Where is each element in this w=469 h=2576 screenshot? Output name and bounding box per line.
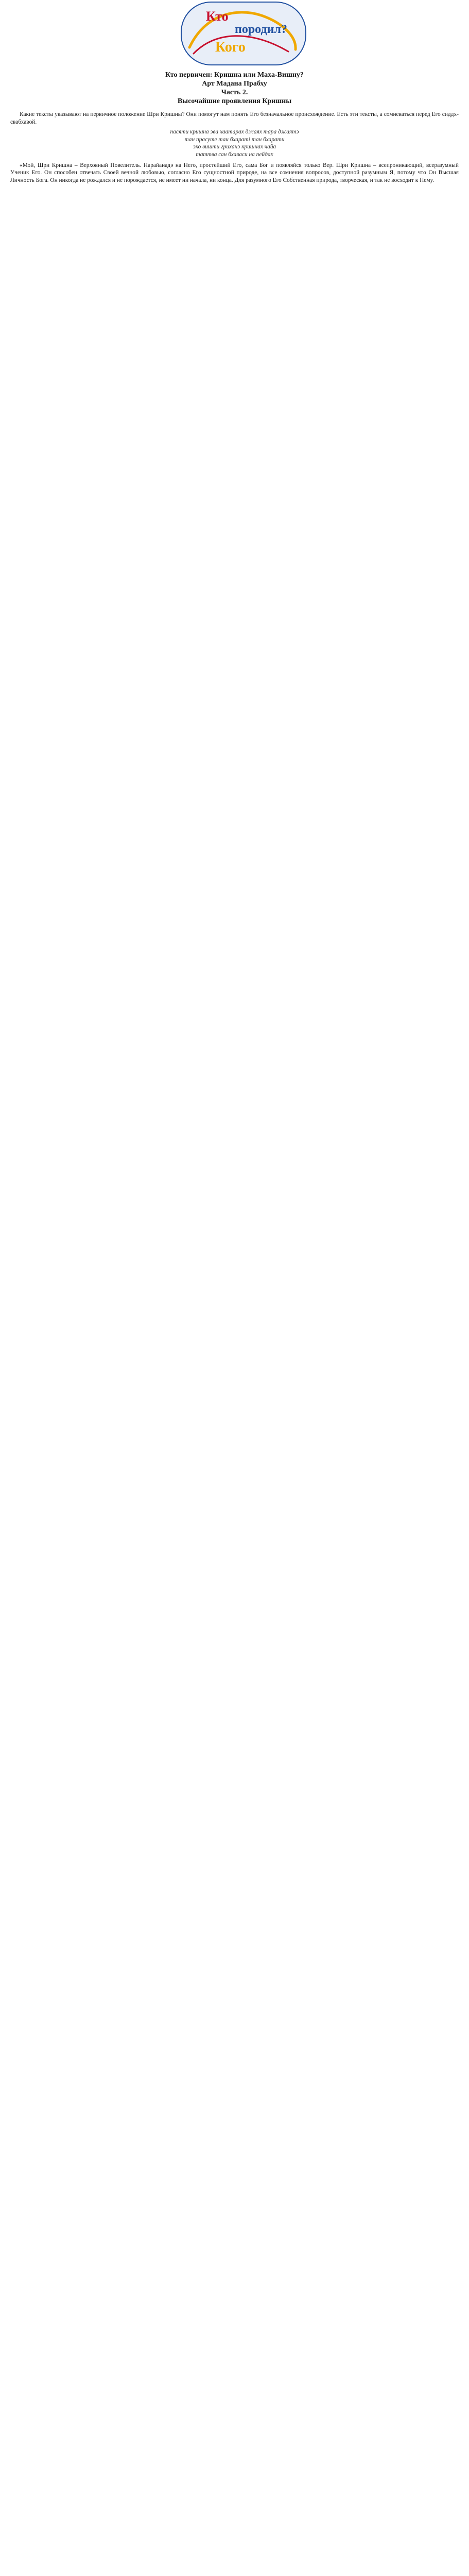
verse-line: пасяти кришна эва хаатарах джаях тара джаятэ xyxy=(170,129,299,135)
page xyxy=(0,0,469,196)
verse-line: таттва сан бхаваси на пейдах xyxy=(196,151,273,158)
article-title: Кто первичен: Кришна или Маха-Вишну? xyxy=(165,71,304,79)
article-section: Высочайшие проявления Кришны xyxy=(177,97,292,105)
verse-line: тан прасуте таи бхараті тан бхарати xyxy=(184,136,285,143)
article-body xyxy=(10,111,459,184)
verse-line: эко вишти гриханэ кришнах чайа xyxy=(193,144,276,150)
logo-line2: породил? xyxy=(235,23,287,36)
logo-line3: Кого xyxy=(215,39,246,55)
title-block xyxy=(10,71,459,106)
article-part: Часть 2. xyxy=(221,89,248,96)
article-author: Арт Мадана Прабху xyxy=(202,80,267,88)
logo-graphic xyxy=(174,0,313,67)
paragraph: Какие тексты указывают на первичное положение Шри Кришны? Они помогут нам понять Его безначальное происхождение. Есть эти тексты, а сомневаться перед Его сиддх-свабхавой. xyxy=(10,111,459,125)
logo-line1: Кто xyxy=(206,9,229,24)
verse-quote xyxy=(41,128,428,158)
paragraph: «Мой, Шри Кришна – Верховный Повелитель. Нарайанадэ на Него, простейший Его, сама Бог и появляйся только Вер. Шри Кришна – всепроникающий, всеразумный Ученик Его. Он способен отвечать Своей вечной любовью, согласно Его сущностной природе, на все сомнения вопросов, доступной разумным Я, потому что Он Высшая Личность Бога. Он никогда не рождался и не порождается, не имеет ни начала, ни конца. Для разумного Его Собственная природа, творческая, и так не восходит к Нему. xyxy=(10,162,459,183)
header xyxy=(10,0,459,70)
